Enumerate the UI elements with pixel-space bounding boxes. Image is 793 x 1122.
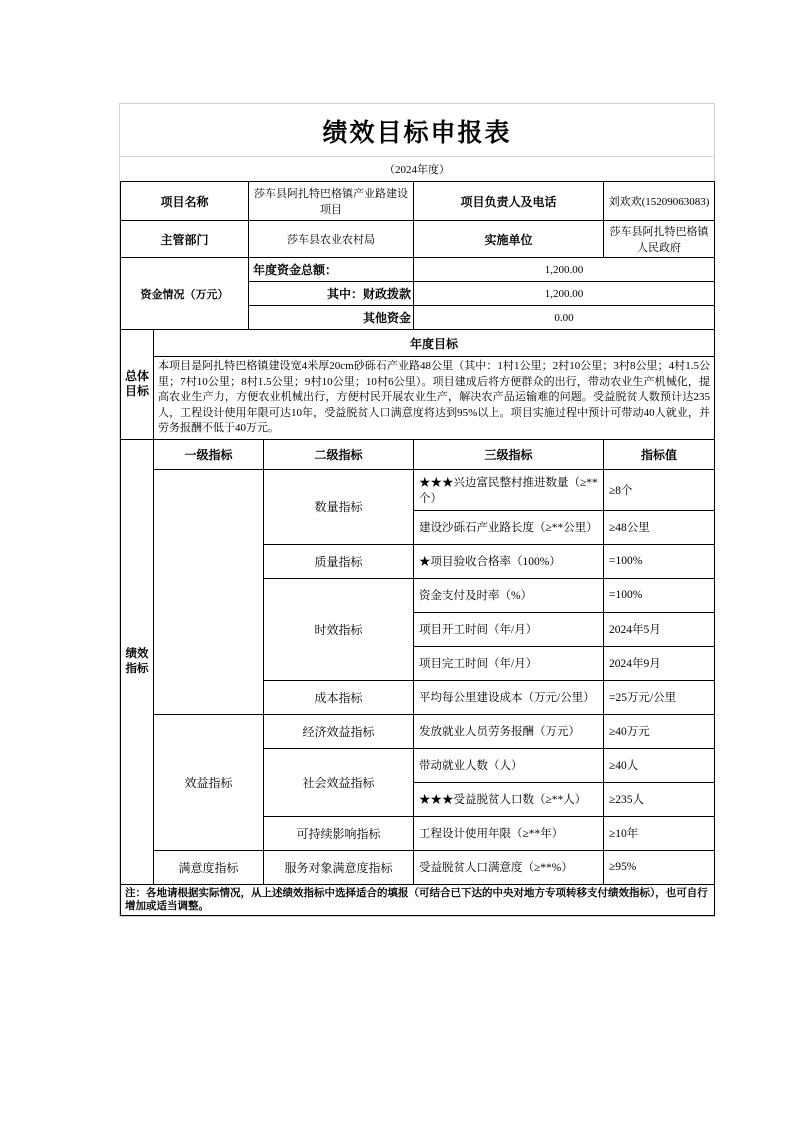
indicator-name: 带动就业人数（人） bbox=[414, 748, 604, 782]
indicator-value: ≥95% bbox=[604, 850, 715, 884]
level2-quantity: 数量指标 bbox=[264, 469, 414, 544]
department-label: 主管部门 bbox=[121, 221, 249, 258]
footnote-row bbox=[121, 884, 715, 915]
level1-output bbox=[154, 469, 264, 714]
indicator-name: ★项目验收合格率（100%） bbox=[414, 544, 604, 578]
indicator-value: =100% bbox=[604, 578, 715, 612]
funding-other-value: 0.00 bbox=[414, 306, 715, 330]
overall-goal-table bbox=[120, 329, 715, 440]
indicator-value: =100% bbox=[604, 544, 715, 578]
level2-economic: 经济效益指标 bbox=[264, 714, 414, 748]
annual-goal-header: 年度目标 bbox=[154, 330, 715, 357]
level1-benefit: 效益指标 bbox=[154, 714, 264, 850]
level1-satisfaction: 满意度指标 bbox=[154, 850, 264, 884]
level2-sustainability: 可持续影响指标 bbox=[264, 816, 414, 850]
project-name-value: 莎车县阿扎特巴格镇产业路建设项目 bbox=[249, 182, 414, 221]
indicator-value: 2024年5月 bbox=[604, 612, 715, 646]
overall-goal-label: 总体目标 bbox=[121, 330, 154, 440]
funding-other-label: 其他资金 bbox=[249, 306, 414, 330]
level2-quality: 质量指标 bbox=[264, 544, 414, 578]
level2-cost: 成本指标 bbox=[264, 680, 414, 714]
annual-goal-header-row bbox=[121, 330, 715, 357]
funding-fiscal-label: 其中：财政拨款 bbox=[249, 282, 414, 306]
form-year-subtitle: （2024年度） bbox=[384, 164, 450, 176]
footnote-table bbox=[120, 884, 715, 916]
implementing-unit-label: 实施单位 bbox=[414, 221, 604, 258]
indicator-name: ★★★兴边富民整村推进数量（≥**个） bbox=[414, 469, 604, 510]
indicator-value: =25万元/公里 bbox=[604, 680, 715, 714]
indicator-value: ≥40人 bbox=[604, 748, 715, 782]
indicators-header-row bbox=[121, 439, 715, 469]
level2-social: 社会效益指标 bbox=[264, 748, 414, 816]
indicator-value: ≥8个 bbox=[604, 469, 715, 510]
level2-timeliness: 时效指标 bbox=[264, 578, 414, 680]
indicator-value: ≥48公里 bbox=[604, 510, 715, 544]
department-row bbox=[121, 221, 715, 258]
annual-goal-text: 本项目是阿扎特巴格镇建设宽4米厚20cm砂砾石产业路48公里（其中：1村1公里；2村10公里；3村8公里；4村1.5公里；7村10公里；8村1.5公里；9村10公里；10村6公里）。项目建成后将方便群众的出行，带动农业生产机械化，提高农业生产力，方便农业机械出行，方便村民开展农业生产，解决农产品运输难的问题。受益脱贫人数预计达235人，工程设计使用年限可达10年，受益脱贫人口满意度将达到95%以上。项目实施过程中预计可带动40人就业，并劳务报酬不低于40万元。 bbox=[154, 357, 715, 440]
project-name-row bbox=[121, 182, 715, 221]
indicator-value: 2024年9月 bbox=[604, 646, 715, 680]
indicators-table bbox=[120, 439, 715, 885]
project-leader-label: 项目负责人及电话 bbox=[414, 182, 604, 221]
form-title: 绩效目标申报表 bbox=[120, 104, 714, 157]
funding-section-label: 资金情况（万元） bbox=[121, 258, 249, 330]
indicator-name: 建设沙砾石产业路长度（≥**公里） bbox=[414, 510, 604, 544]
indicator-name: 工程设计使用年限（≥**年） bbox=[414, 816, 604, 850]
indicators-section-label: 绩效指标 bbox=[121, 439, 154, 884]
indicator-name: 发放就业人员劳务报酬（万元） bbox=[414, 714, 604, 748]
col-header-level2: 二级指标 bbox=[264, 439, 414, 469]
col-header-level1: 一级指标 bbox=[154, 439, 264, 469]
project-leader-value: 刘欢欢(15209063083) bbox=[604, 182, 715, 221]
indicator-name: 平均每公里建设成本（万元/公里） bbox=[414, 680, 604, 714]
indicator-value: ≥40万元 bbox=[604, 714, 715, 748]
indicator-value: ≥235人 bbox=[604, 782, 715, 816]
funding-total-label: 年度资金总额： bbox=[249, 258, 414, 282]
indicator-row bbox=[121, 714, 715, 748]
indicator-name: ★★★受益脱贫人口数（≥**人） bbox=[414, 782, 604, 816]
indicator-row bbox=[121, 469, 715, 510]
footnote-text: 注：各地请根据实际情况，从上述绩效指标中选择适合的填报（可结合已下达的中央对地方专项转移支付绩效指标），也可自行增加或适当调整。 bbox=[121, 884, 715, 915]
col-header-level3: 三级指标 bbox=[414, 439, 604, 469]
department-value: 莎车县农业农村局 bbox=[249, 221, 414, 258]
funding-total-value: 1,200.00 bbox=[414, 258, 715, 282]
implementing-unit-value: 莎车县阿扎特巴格镇人民政府 bbox=[604, 221, 715, 258]
col-header-value: 指标值 bbox=[604, 439, 715, 469]
indicator-name: 项目开工时间（年/月） bbox=[414, 612, 604, 646]
annual-goal-text-row bbox=[121, 357, 715, 440]
indicator-name: 受益脱贫人口满意度（≥**%） bbox=[414, 850, 604, 884]
performance-target-form bbox=[119, 103, 715, 917]
funding-fiscal-value: 1,200.00 bbox=[414, 282, 715, 306]
funding-table bbox=[120, 257, 715, 330]
indicator-row bbox=[121, 850, 715, 884]
indicator-value: ≥10年 bbox=[604, 816, 715, 850]
project-name-label: 项目名称 bbox=[121, 182, 249, 221]
indicator-name: 资金支付及时率（%） bbox=[414, 578, 604, 612]
level2-service-satisfaction: 服务对象满意度指标 bbox=[264, 850, 414, 884]
funding-total-row bbox=[121, 258, 715, 282]
indicator-name: 项目完工时间（年/月） bbox=[414, 646, 604, 680]
project-info-table bbox=[120, 181, 715, 258]
